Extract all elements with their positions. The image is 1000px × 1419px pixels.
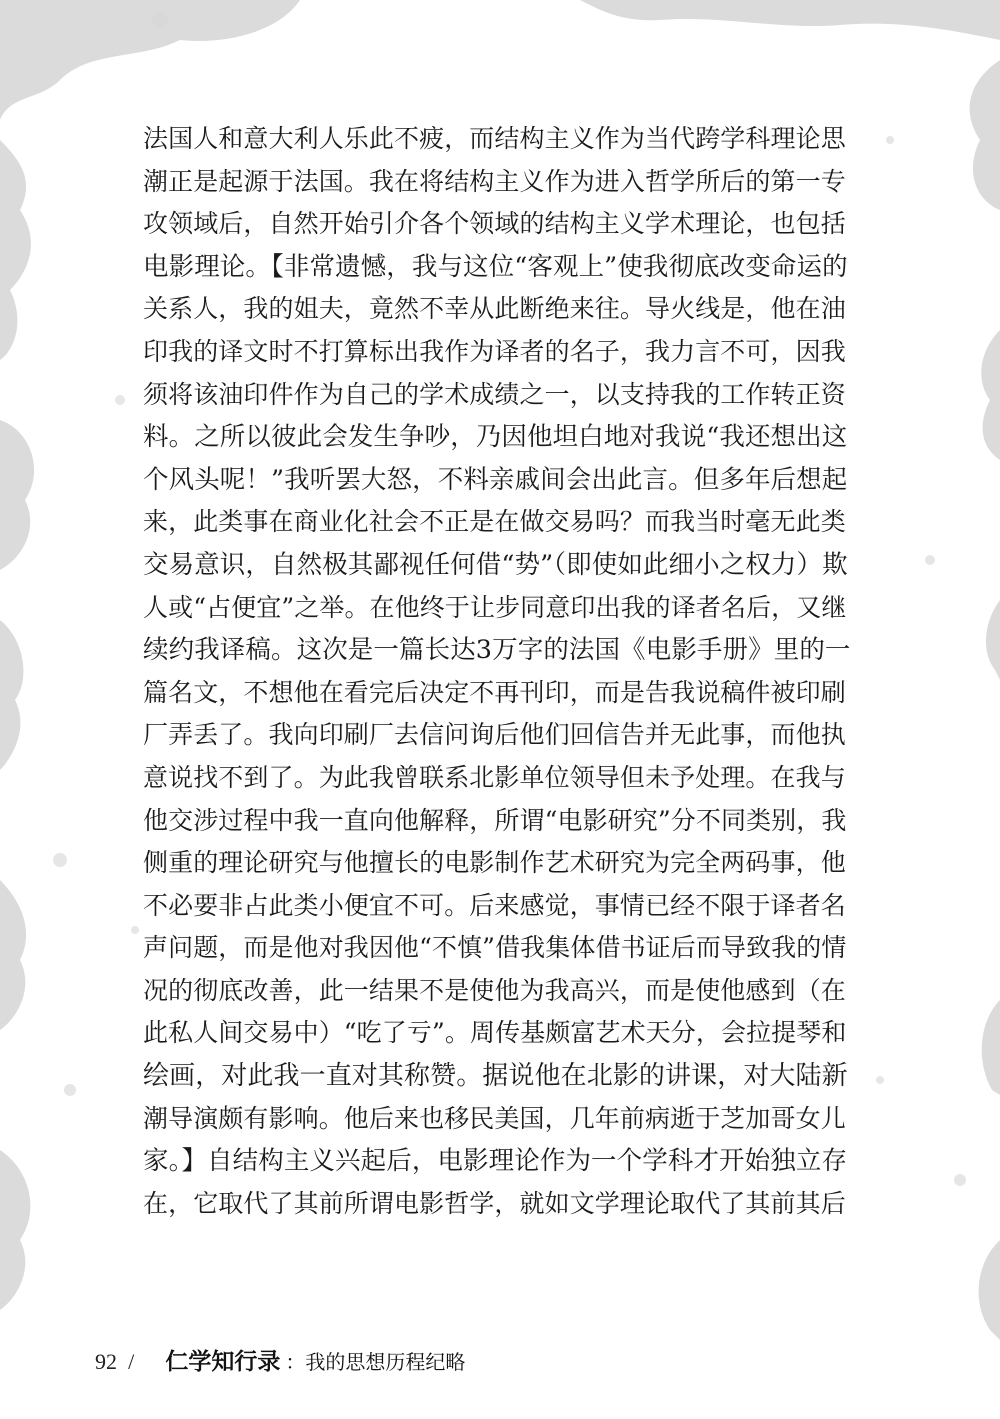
text-line: 他交涉过程中我一直向他解释，所谓“电影研究”分不同类别，我 xyxy=(143,805,847,835)
text-line: 交易意识，自然极其鄙视任何借“势”（即使如此细小之权力）欺 xyxy=(143,549,848,580)
text-line: 来，此类事在商业化社会不正是在做交易吗？而我当时毫无此类 xyxy=(143,507,846,537)
text-line: 意说找不到了。为此我曾联系北影单位领导但未予处理。在我与 xyxy=(143,762,846,792)
body-text xyxy=(143,118,855,1225)
text-line: 个风头呢！”我听罢大怒，不料亲戚间会出此言。但多年后想起 xyxy=(143,464,848,495)
text-line: 攻领域后，自然开始引介各个领域的结构主义学术理论，也包括 xyxy=(143,209,846,239)
text-line: 绘画，对此我一直对其称赞。据说他在北影的讲课，对大陆新 xyxy=(143,1061,848,1092)
text-line: 不必要非占此类小便宜不可。后来感觉，事情已经不限于译者名 xyxy=(143,890,846,920)
text-line: 电影理论。【非常遗憾，我与这位“客观上”使我彻底改变命运的 xyxy=(143,251,848,282)
text-line: 篇名文，不想他在看完后决定不再刊印，而是告我说稿件被印刷 xyxy=(143,677,846,707)
page-footer xyxy=(95,1345,465,1379)
text-line: 续约我译稿。这次是一篇长达3万字的法国《电影手册》里的一 xyxy=(143,635,851,666)
text-line: 人或“占便宜”之举。在他终于让步同意印出我的译者名后，又继 xyxy=(143,592,847,622)
text-line: 家。】自结构主义兴起后，电影理论作为一个学科才开始独立存 xyxy=(143,1146,848,1177)
text-line: 在，它取代了其前所谓电影哲学，就如文学理论取代了其前其后 xyxy=(143,1188,846,1218)
text-line: 法国人和意大利人乐此不疲，而结构主义作为当代跨学科理论思 xyxy=(143,124,846,153)
page-number: 92 xyxy=(95,1349,117,1374)
text-line: 料。之所以彼此会发生争吵，乃因他坦白地对我说“我还想出这 xyxy=(143,422,848,453)
text-line: 关系人，我的姐夫，竟然不幸从此断绝来往。导火线是，他在油 xyxy=(143,294,846,324)
book-title: 仁学知行录 xyxy=(165,1349,281,1375)
text-line: 潮导演颇有影响。他后来也移民美国，几年前病逝于芝加哥女儿 xyxy=(143,1103,846,1133)
text-line: 况的彻底改善，此一结果不是使他为我高兴，而是使他感到（在 xyxy=(143,975,846,1005)
text-line: 厂弄丢了。我向印刷厂去信问询后他们回信告并无此事，而他执 xyxy=(143,720,846,750)
text-line: 潮正是起源于法国。我在将结构主义作为进入哲学所后的第一专 xyxy=(143,166,846,196)
text-line: 须将该油印件作为自己的学术成绩之一，以支持我的工作转正资 xyxy=(143,379,846,409)
text-line: 印我的译文时不打算标出我作为译者的名子，我力言不可，因我 xyxy=(143,336,846,366)
footer-separator: / xyxy=(128,1349,135,1374)
text-line: 侧重的理论研究与他擅长的电影制作艺术研究为完全两码事，他 xyxy=(143,848,846,878)
text-line: 声问题，而是他对我因他“不慎”借我集体借书证后而导致我的情 xyxy=(143,933,847,963)
text-line: 此私人间交易中）“吃了亏”。周传基颇富艺术天分，会拉提琴和 xyxy=(143,1018,847,1048)
book-subtitle: ：我的思想历程纪略 xyxy=(285,1350,466,1374)
